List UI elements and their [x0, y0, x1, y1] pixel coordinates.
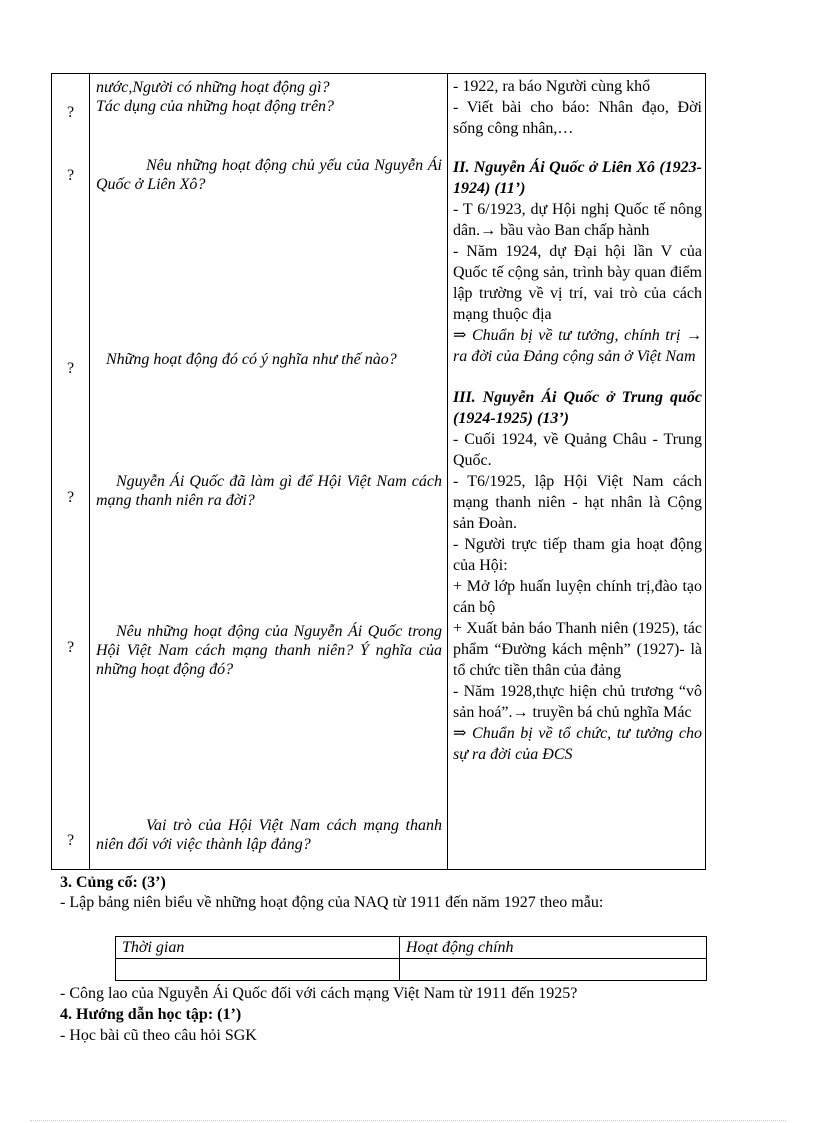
- question-text: Những hoạt động đó có ý nghĩa như thế nào?: [106, 351, 397, 368]
- answer-line: ⇒ Chuẩn bị về tư tưởng, chính trị → ra đời của Đảng cộng sản ở Việt Nam: [453, 327, 702, 365]
- answer-column: [453, 76, 702, 765]
- answer-line: - T 6/1923, dự Hội nghị Quốc tế nông dân.→ bầu vào Ban chấp hành: [453, 201, 702, 239]
- question-text: Nguyễn Ái Quốc đã làm gì để Hội Việt Nam cách mạng thanh niên ra đời?: [96, 473, 442, 509]
- answer-line: ⇒ Chuẩn bị về tổ chức, tư tưởng cho sự ra đời của ĐCS: [453, 725, 702, 763]
- guidance-item: - Học bài cũ theo câu hỏi SGK: [60, 1027, 257, 1044]
- answer-line: - Cuối 1924, về Quảng Châu - Trung Quốc.: [453, 431, 702, 469]
- guidance-heading: 4. Hướng dẫn học tập: (1’): [60, 1006, 242, 1023]
- section-heading: II. Nguyễn Ái Quốc ở Liên Xô (1923-1924) (11’): [453, 159, 702, 197]
- column-header-time: Thời gian: [122, 939, 185, 956]
- lesson-table: [51, 73, 706, 870]
- answer-line: - 1922, ra báo Người cùng khổ: [453, 78, 651, 95]
- question-mark: ?: [66, 832, 75, 849]
- answer-line: - Năm 1928,thực hiện chủ trương “vô sản hoá”.→ truyền bá chủ nghĩa Mác: [453, 683, 702, 721]
- question-mark: ?: [66, 104, 75, 121]
- table-rule: [399, 937, 400, 980]
- answer-line: + Xuất bản báo Thanh niên (1925), tác phẩm “Đường kách mệnh” (1927)- là tổ chức tiền thân của đảng: [453, 620, 702, 679]
- question-text: Nêu những hoạt động của Nguyễn Ái Quốc trong Hội Việt Nam cách mạng thanh niên? Ý nghĩa của những hoạt động đó?: [96, 623, 442, 678]
- column-divider: [89, 74, 90, 869]
- answer-line: - Viết bài cho báo: Nhân đạo, Đời sống công nhân,…: [453, 99, 702, 137]
- question-text: Vai trò của Hội Việt Nam cách mạng thanh niên đối với việc thành lập đảng?: [96, 817, 442, 853]
- answer-line: - Người trực tiếp tham gia hoạt động của Hội:: [453, 536, 702, 574]
- page-footer-rule: [30, 1120, 786, 1121]
- timeline-template-table: [115, 936, 707, 981]
- table-rule: [116, 958, 706, 959]
- consolidation-question: - Công lao của Nguyễn Ái Quốc đối với cách mạng Việt Nam từ 1911 đến 1925?: [60, 985, 578, 1002]
- answer-line: + Mở lớp huấn luyện chính trị,đào tạo cán bộ: [453, 578, 702, 616]
- section-heading: III. Nguyễn Ái Quốc ở Trung quốc (1924-1925) (13’): [453, 389, 702, 427]
- question-mark: ?: [66, 360, 75, 377]
- consolidation-task: - Lập bảng niên biểu về những hoạt động của NAQ từ 1911 đến năm 1927 theo mẫu:: [60, 894, 604, 911]
- column-divider: [447, 74, 448, 869]
- answer-line: - T6/1925, lập Hội Việt Nam cách mạng thanh niên - hạt nhân là Cộng sản Đoàn.: [453, 473, 702, 532]
- question-text: Nêu những hoạt động chủ yếu của Nguyễn Ái Quốc ở Liên Xô?: [96, 157, 442, 193]
- column-header-activity: Hoạt động chính: [406, 939, 514, 956]
- question-mark: ?: [66, 639, 75, 656]
- question-mark: ?: [66, 167, 75, 184]
- answer-line: - Năm 1924, dự Đại hội lần V của Quốc tế cộng sản, trình bày quan điểm lập trường về vị trí, vai trò của cách mạng thuộc địa: [453, 243, 702, 323]
- consolidation-heading: 3. Củng cố: (3’): [60, 874, 166, 891]
- question-text: nước,Người có những hoạt động gì? Tác dụng của những hoạt động trên?: [96, 79, 335, 115]
- question-mark: ?: [66, 489, 75, 506]
